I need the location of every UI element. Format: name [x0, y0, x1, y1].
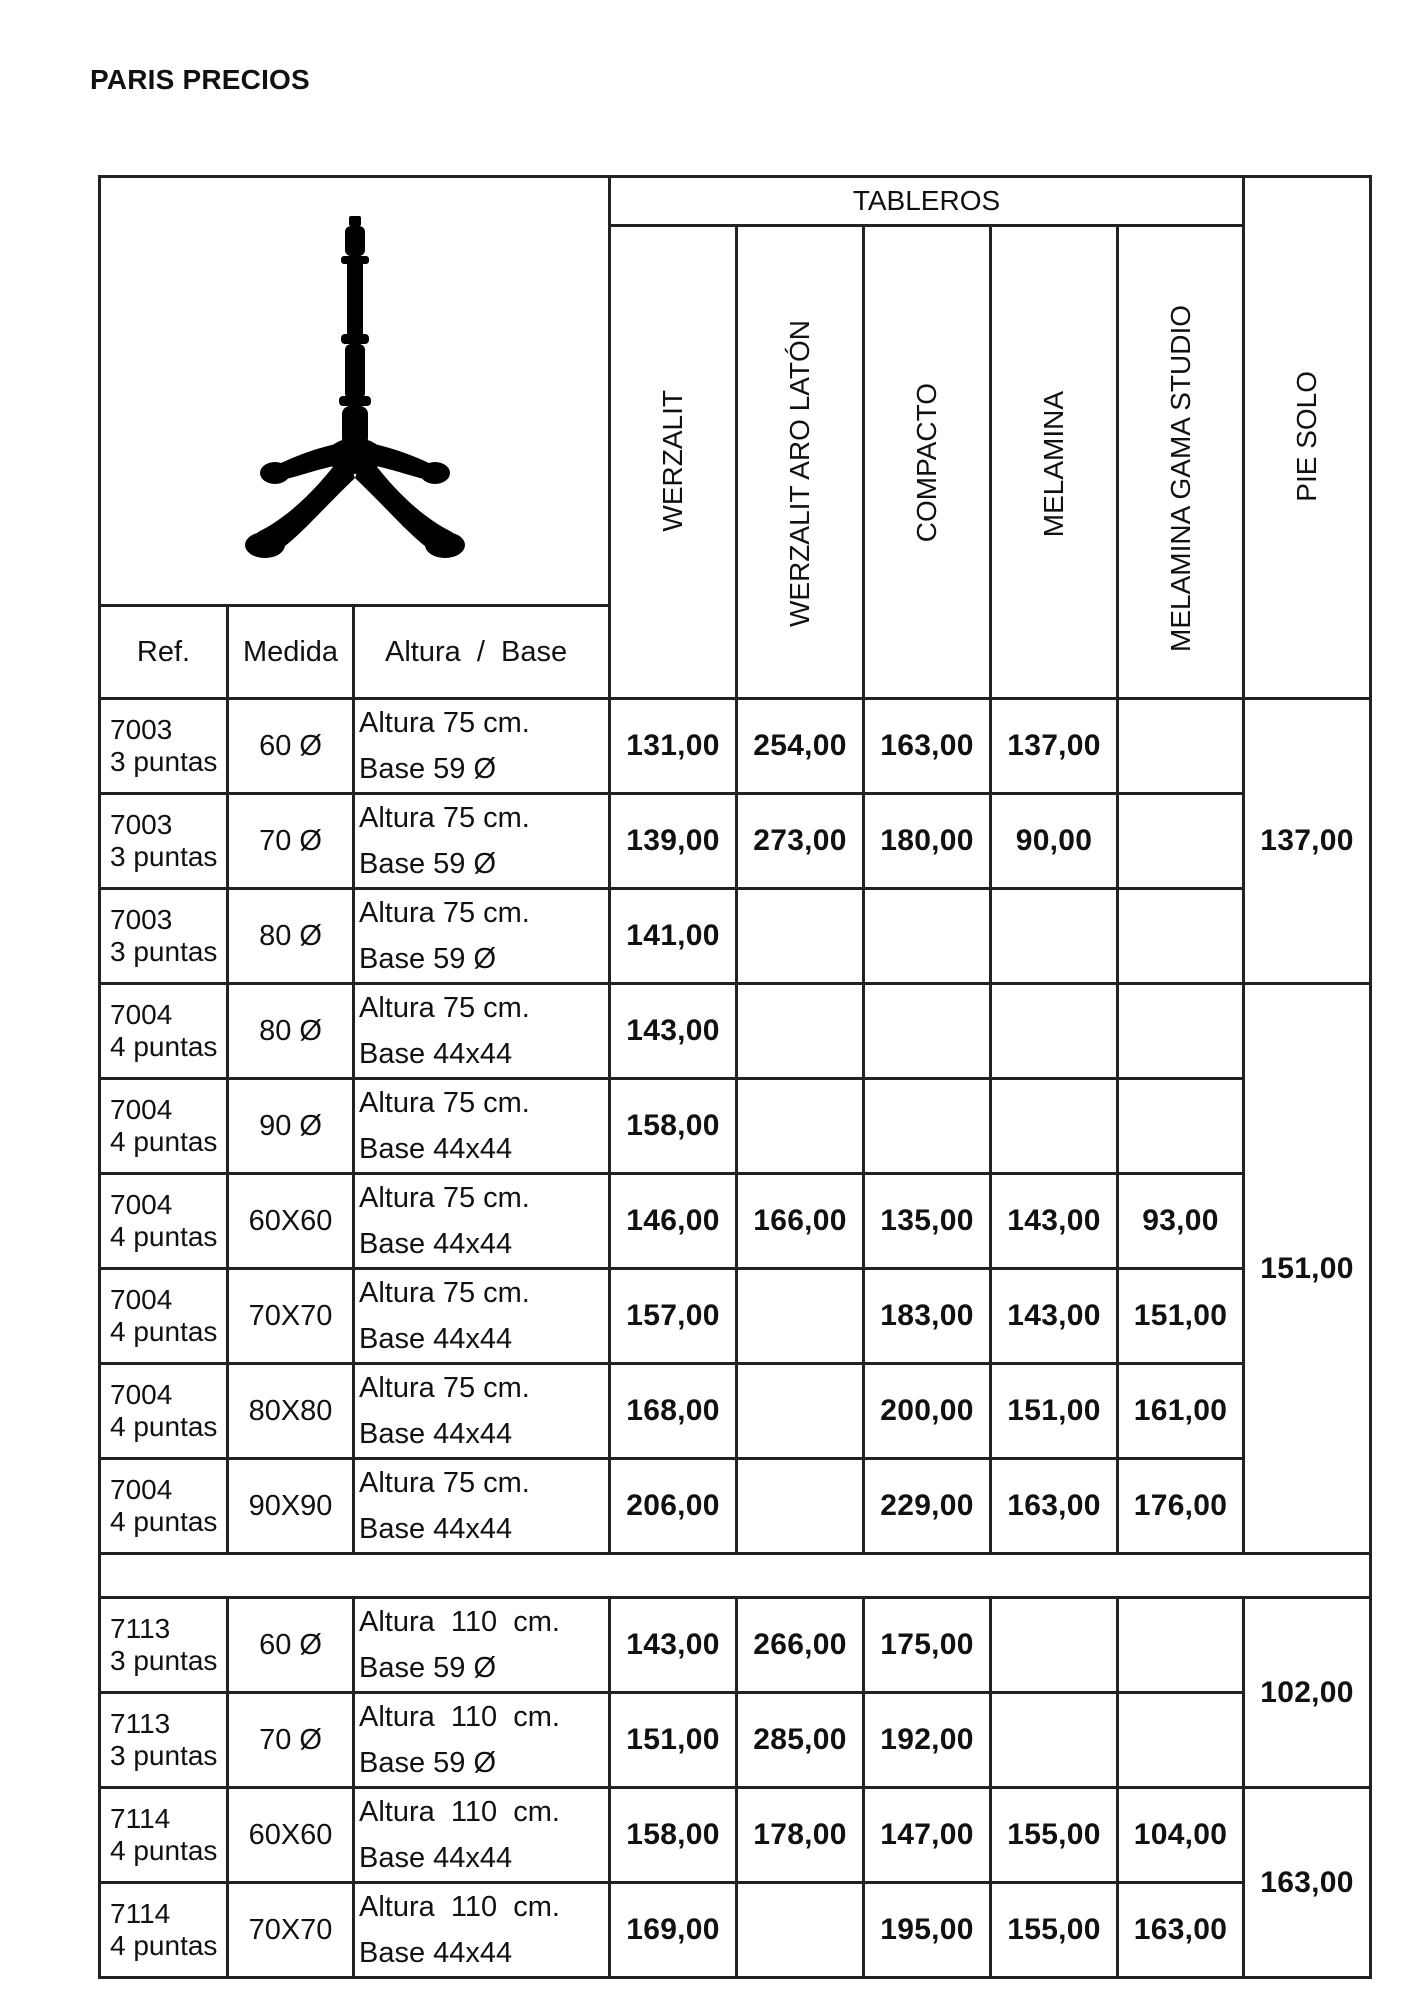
ref-puntas: 4 puntas	[110, 1316, 218, 1347]
base-text: Base 44x44	[359, 1418, 513, 1450]
melamina-label: MELAMINA	[1038, 390, 1069, 537]
table-row	[100, 699, 1371, 794]
price-melamina-studio: 93,00	[1118, 1174, 1244, 1269]
price-melamina-studio: 151,00	[1118, 1269, 1244, 1364]
base-text: Base 59 Ø	[359, 943, 497, 975]
table-row	[100, 1598, 1371, 1693]
ref-code: 7114	[110, 1803, 171, 1834]
base-text: Base 44x44	[359, 1937, 513, 1969]
price-melamina: 90,00	[991, 794, 1118, 889]
table-row	[100, 889, 1371, 984]
price-melamina: 137,00	[991, 699, 1118, 794]
pie-solo-label: PIE SOLO	[1291, 371, 1322, 502]
ref-puntas: 4 puntas	[110, 1031, 218, 1062]
price-melamina	[991, 1079, 1118, 1174]
ref-code: 7004	[110, 1474, 173, 1505]
medida-cell: 90 Ø	[228, 1079, 354, 1174]
price-compacto	[864, 1079, 991, 1174]
base-text: Base 59 Ø	[359, 1652, 497, 1684]
page-title: PARIS PRECIOS	[90, 64, 310, 95]
price-werzalit: 168,00	[610, 1364, 737, 1459]
price-werzalit-aro: 273,00	[737, 794, 864, 889]
price-melamina: 143,00	[991, 1269, 1118, 1364]
ref-puntas: 3 puntas	[110, 936, 218, 967]
ref-puntas: 4 puntas	[110, 1126, 218, 1157]
price-melamina: 151,00	[991, 1364, 1118, 1459]
ref-code: 7004	[110, 1379, 173, 1410]
price-melamina-studio	[1118, 699, 1244, 794]
table-row	[100, 1883, 1371, 1978]
base-text: Base 44x44	[359, 1323, 513, 1355]
table-base-icon	[235, 216, 475, 566]
price-werzalit: 157,00	[610, 1269, 737, 1364]
table-row	[100, 1079, 1371, 1174]
col-header-werzalit	[610, 226, 737, 699]
price-pie-solo: 102,00	[1244, 1598, 1371, 1788]
price-melamina-studio	[1118, 794, 1244, 889]
base-text: Base 59 Ø	[359, 753, 497, 785]
ref-puntas: 4 puntas	[110, 1506, 218, 1537]
price-werzalit-aro: 285,00	[737, 1693, 864, 1788]
price-compacto: 192,00	[864, 1693, 991, 1788]
price-pie-solo: 137,00	[1244, 699, 1371, 984]
table-row	[100, 794, 1371, 889]
price-melamina	[991, 984, 1118, 1079]
price-melamina	[991, 1598, 1118, 1693]
price-werzalit: 146,00	[610, 1174, 737, 1269]
price-pie-solo: 151,00	[1244, 984, 1371, 1554]
price-table	[98, 175, 1372, 1979]
price-melamina-studio: 176,00	[1118, 1459, 1244, 1554]
altura-text: Altura 110 cm.	[359, 1701, 560, 1733]
ref-code: 7003	[110, 904, 173, 935]
price-compacto: 147,00	[864, 1788, 991, 1883]
medida-cell: 70X70	[228, 1883, 354, 1978]
ref-puntas: 3 puntas	[110, 841, 218, 872]
table-row	[100, 984, 1371, 1079]
price-pie-solo: 163,00	[1244, 1788, 1371, 1978]
col-header-medida: Medida	[228, 606, 354, 699]
altura-text: Altura 75 cm.	[359, 1277, 530, 1309]
werzalit-aro-label: WERZALIT ARO LATÓN	[784, 319, 815, 627]
col-header-compacto	[864, 226, 991, 699]
ref-code: 7004	[110, 1189, 173, 1220]
ref-code: 7003	[110, 809, 173, 840]
price-melamina: 155,00	[991, 1883, 1118, 1978]
medida-cell: 90X90	[228, 1459, 354, 1554]
price-werzalit-aro: 178,00	[737, 1788, 864, 1883]
price-werzalit-aro	[737, 1364, 864, 1459]
ref-code: 7004	[110, 1094, 173, 1125]
price-werzalit: 139,00	[610, 794, 737, 889]
price-compacto: 229,00	[864, 1459, 991, 1554]
medida-cell: 60X60	[228, 1788, 354, 1883]
altura-text: Altura 75 cm.	[359, 1182, 530, 1214]
compacto-label: COMPACTO	[911, 382, 942, 542]
price-compacto: 175,00	[864, 1598, 991, 1693]
altura-text: Altura 75 cm.	[359, 1372, 530, 1404]
price-melamina: 163,00	[991, 1459, 1118, 1554]
price-melamina	[991, 889, 1118, 984]
medida-cell: 70 Ø	[228, 794, 354, 889]
ref-code: 7004	[110, 999, 173, 1030]
col-header-altura-base: Altura / Base	[354, 606, 610, 699]
altura-text: Altura 75 cm.	[359, 897, 530, 929]
ref-code: 7113	[110, 1708, 171, 1739]
price-melamina: 155,00	[991, 1788, 1118, 1883]
price-melamina-studio: 163,00	[1118, 1883, 1244, 1978]
price-werzalit: 143,00	[610, 984, 737, 1079]
base-text: Base 59 Ø	[359, 848, 497, 880]
price-compacto: 180,00	[864, 794, 991, 889]
medida-cell: 70 Ø	[228, 1693, 354, 1788]
altura-text: Altura 110 cm.	[359, 1891, 560, 1923]
ref-code: 7114	[110, 1898, 171, 1929]
price-werzalit-aro: 166,00	[737, 1174, 864, 1269]
price-werzalit-aro	[737, 1459, 864, 1554]
price-werzalit-aro	[737, 889, 864, 984]
medida-cell: 60 Ø	[228, 699, 354, 794]
price-compacto: 200,00	[864, 1364, 991, 1459]
price-werzalit: 131,00	[610, 699, 737, 794]
price-melamina-studio	[1118, 1598, 1244, 1693]
altura-text: Altura 110 cm.	[359, 1606, 560, 1638]
table-row	[100, 1269, 1371, 1364]
price-werzalit: 169,00	[610, 1883, 737, 1978]
col-header-melamina	[991, 226, 1118, 699]
col-header-melamina-studio	[1118, 226, 1244, 699]
price-melamina-studio: 104,00	[1118, 1788, 1244, 1883]
price-werzalit: 158,00	[610, 1788, 737, 1883]
price-werzalit: 158,00	[610, 1079, 737, 1174]
base-text: Base 44x44	[359, 1038, 513, 1070]
medida-cell: 70X70	[228, 1269, 354, 1364]
price-compacto	[864, 889, 991, 984]
ref-puntas: 3 puntas	[110, 746, 218, 777]
altura-text: Altura 75 cm.	[359, 1087, 530, 1119]
col-header-ref: Ref.	[100, 606, 228, 699]
ref-puntas: 4 puntas	[110, 1930, 218, 1961]
table-row	[100, 1459, 1371, 1554]
medida-cell: 80 Ø	[228, 984, 354, 1079]
table-row	[100, 1174, 1371, 1269]
price-werzalit-aro	[737, 1883, 864, 1978]
price-werzalit-aro	[737, 984, 864, 1079]
ref-puntas: 3 puntas	[110, 1740, 218, 1771]
price-werzalit-aro	[737, 1079, 864, 1174]
base-text: Base 44x44	[359, 1513, 513, 1545]
melamina-studio-label: MELAMINA GAMA STUDIO	[1164, 305, 1196, 652]
table-base-image	[100, 177, 610, 606]
price-melamina-studio	[1118, 1693, 1244, 1788]
col-header-werzalit-aro	[737, 226, 864, 699]
medida-cell: 60X60	[228, 1174, 354, 1269]
ref-puntas: 3 puntas	[110, 1645, 218, 1676]
price-werzalit: 143,00	[610, 1598, 737, 1693]
werzalit-label: WERZALIT	[657, 390, 688, 532]
price-compacto: 195,00	[864, 1883, 991, 1978]
medida-cell: 80 Ø	[228, 889, 354, 984]
ref-code: 7003	[110, 714, 173, 745]
price-werzalit-aro: 266,00	[737, 1598, 864, 1693]
price-melamina	[991, 1693, 1118, 1788]
price-compacto: 163,00	[864, 699, 991, 794]
price-werzalit: 206,00	[610, 1459, 737, 1554]
price-werzalit-aro: 254,00	[737, 699, 864, 794]
ref-puntas: 4 puntas	[110, 1835, 218, 1866]
tableros-header: TABLEROS	[610, 177, 1244, 226]
price-compacto: 135,00	[864, 1174, 991, 1269]
table-row	[100, 1693, 1371, 1788]
altura-text: Altura 110 cm.	[359, 1796, 560, 1828]
spacer-row	[100, 1554, 1371, 1598]
table-row	[100, 1364, 1371, 1459]
table-row	[100, 1788, 1371, 1883]
altura-text: Altura 75 cm.	[359, 802, 530, 834]
altura-text: Altura 75 cm.	[359, 1467, 530, 1499]
price-melamina-studio	[1118, 889, 1244, 984]
price-melamina: 143,00	[991, 1174, 1118, 1269]
medida-cell: 60 Ø	[228, 1598, 354, 1693]
price-werzalit: 151,00	[610, 1693, 737, 1788]
ref-puntas: 4 puntas	[110, 1411, 218, 1442]
altura-text: Altura 75 cm.	[359, 707, 530, 739]
base-text: Base 44x44	[359, 1133, 513, 1165]
price-werzalit: 141,00	[610, 889, 737, 984]
altura-text: Altura 75 cm.	[359, 992, 530, 1024]
price-compacto	[864, 984, 991, 1079]
ref-code: 7113	[110, 1613, 171, 1644]
ref-code: 7004	[110, 1284, 173, 1315]
price-werzalit-aro	[737, 1269, 864, 1364]
ref-puntas: 4 puntas	[110, 1221, 218, 1252]
price-melamina-studio: 161,00	[1118, 1364, 1244, 1459]
price-melamina-studio	[1118, 984, 1244, 1079]
base-text: Base 44x44	[359, 1228, 513, 1260]
base-text: Base 44x44	[359, 1842, 513, 1874]
price-melamina-studio	[1118, 1079, 1244, 1174]
price-compacto: 183,00	[864, 1269, 991, 1364]
col-header-pie-solo	[1244, 177, 1371, 699]
medida-cell: 80X80	[228, 1364, 354, 1459]
base-text: Base 59 Ø	[359, 1747, 497, 1779]
